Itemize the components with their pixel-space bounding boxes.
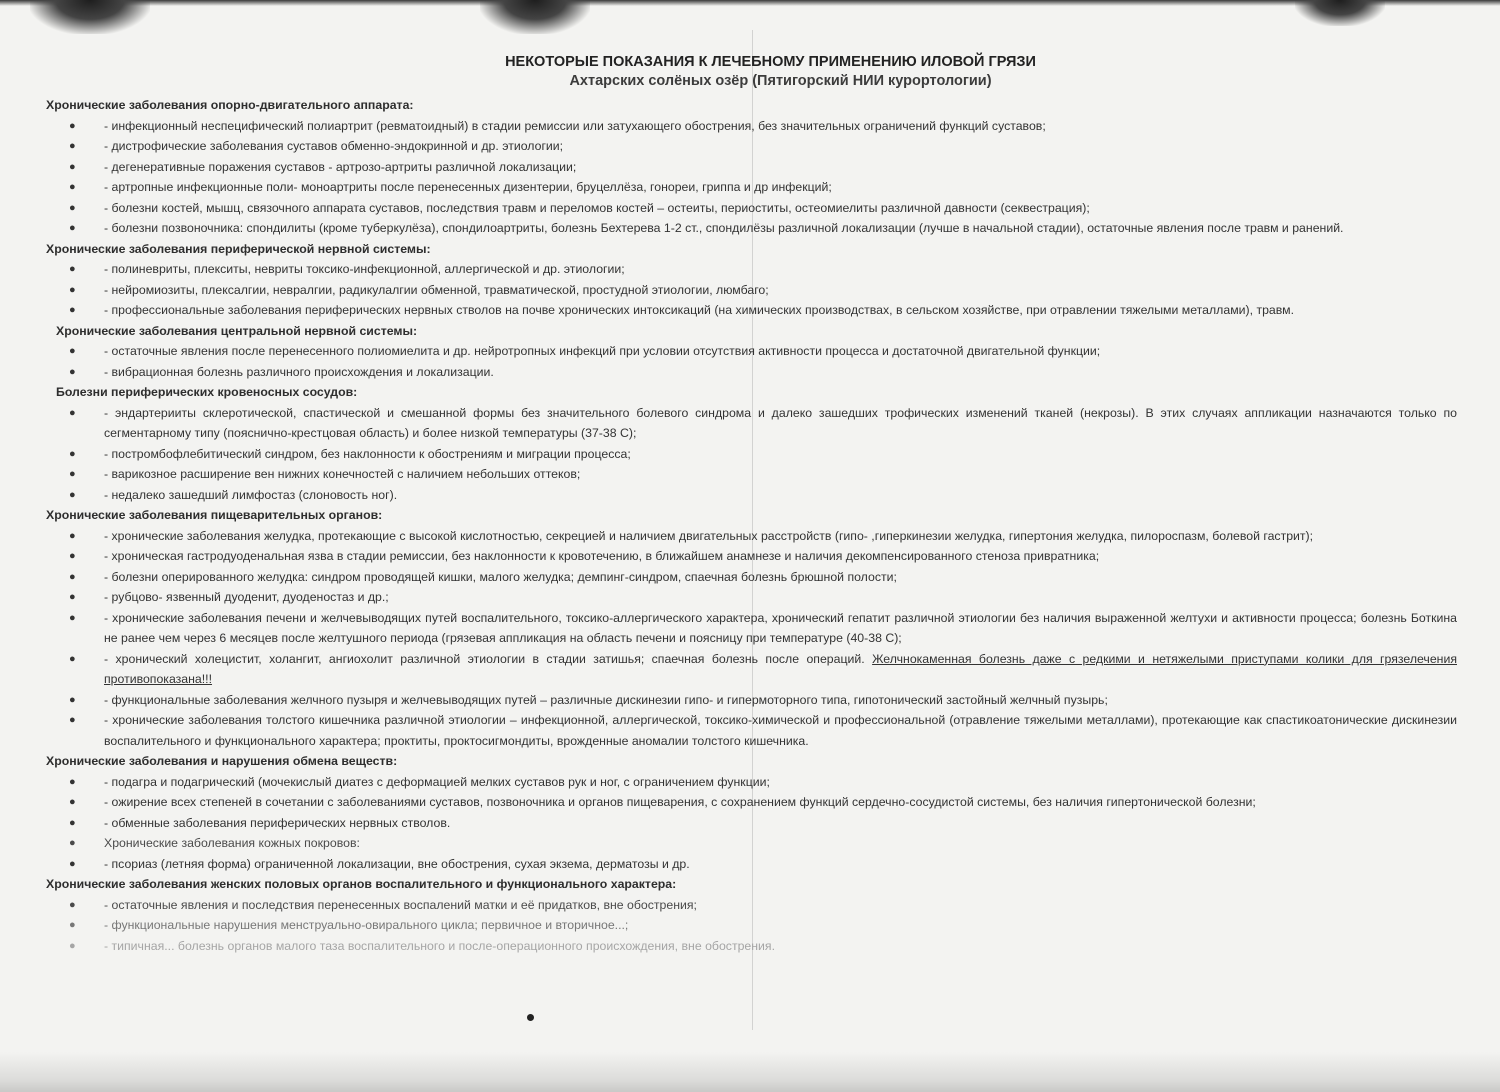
bullet-icon: ●	[69, 611, 76, 624]
section-list	[38, 116, 1463, 239]
scan-blot	[30, 0, 150, 34]
bullet-icon: ●	[69, 775, 76, 788]
list-item: ● - эндартерииты склеротической, спастической и смешанной формы без значительного болевого синдрома и далеко зашедших трофических изменений тканей (некрозы). В этих случаях аппликации назначаются только по сегментарному типу (пояснично-крестцовая область) и более низкой температуры (37-38 С);	[38, 403, 1463, 444]
list-item: ● - дегенеративные поражения суставов - артрозо-артриты различной локализации;	[38, 157, 1463, 178]
list-item: ● - ожирение всех степеней в сочетании с заболеваниями суставов, позвоночника и органов пищеварения, с сохранением функций сердечно-сосудистой системы, без наличия гипертонической болезни;	[38, 792, 1463, 813]
document-title: НЕКОТОРЫЕ ПОКАЗАНИЯ К ЛЕЧЕБНОМУ ПРИМЕНЕНИЮ ИЛОВОЙ ГРЯЗИ	[505, 54, 1036, 70]
bullet-icon: ●	[69, 550, 76, 562]
scan-blot	[1295, 0, 1385, 26]
section-heading: Хронические заболевания пищеварительных органов:	[46, 508, 383, 522]
list-item: ● - хронические заболевания печени и желчевыводящих путей воспалительного, токсико-аллергического характера, хронический гепатит различной этиологии без наличия выраженной желтухи и активности процесса; болезнь Боткина не ранее чем через 6 месяцев после желтушного периода (грязевая аппликация на область печени и поясницу при температуре (40-38 С);	[38, 608, 1463, 649]
list-item: ● - недалеко зашедший лимфостаз (слоновость ног).	[38, 485, 1463, 506]
list-item: ● - артропные инфекционные поли- моноартриты после перенесенных дизентерии, бруцеллёза, гонореи, гриппа и др инфекций;	[38, 177, 1463, 198]
bullet-icon: ●	[69, 591, 76, 603]
list-item: ● - хронический холецистит, холангит, ангиохолит различной этиологии в стадии затишья; спаечная болезнь после операций. Желчнокаменная болезнь даже с редкими и нетяжелыми приступами колики для грязелечения противопоказана!!!	[38, 649, 1463, 690]
bullet-icon: ●	[69, 796, 76, 808]
section-heading: Хронические заболевания периферической нервной системы:	[46, 241, 431, 256]
bullet-icon: ●	[69, 488, 76, 501]
list-item: ● - остаточные явления после перенесенного полиомиелита и др. нейротропных инфекций при условии отсутствия активности процесса и достаточной двигательной функции;	[38, 341, 1463, 362]
section-heading: Хронические заболевания центральной нервной системы:	[56, 323, 418, 338]
bullet-icon: ●	[69, 468, 76, 480]
bullet-icon: ●	[69, 181, 76, 193]
section-list	[38, 526, 1463, 752]
scan-blot	[480, 0, 590, 34]
bullet-icon: ●	[69, 919, 76, 931]
bullet-icon: ●	[69, 201, 76, 214]
bullet-icon: ●	[69, 304, 76, 316]
list-item: ● - профессиональные заболевания периферических нервных стволов на почве хронических интоксикаций (на химических производствах, в сельском хозяйстве, при отравлении тяжелыми металлами), травм.	[38, 300, 1463, 321]
section-list	[38, 895, 1463, 957]
list-item: ● - рубцово- язвенный дуоденит, дуоденостаз и др.;	[38, 587, 1463, 608]
bullet-icon: ●	[69, 693, 76, 706]
list-item: ● - вибрационная болезнь различного происхождения и локализации.	[38, 362, 1463, 383]
list-item: ● - обменные заболевания периферических нервных стволов.	[38, 813, 1463, 834]
list-item: ● - постромбофлебитический синдром, без наклонности к обострениям и миграции процесса;	[38, 444, 1463, 465]
bullet-icon: ●	[69, 939, 76, 952]
bullet-icon: ●	[69, 570, 76, 583]
ink-dot	[527, 1014, 534, 1021]
bullet-icon: ●	[69, 345, 76, 357]
document	[38, 54, 1463, 956]
bullet-icon: ●	[69, 365, 76, 378]
bullet-icon: ●	[69, 529, 76, 542]
section-list	[38, 259, 1463, 321]
list-item: ● - функциональные заболевания желчного пузыря и желчевыводящих путей – различные дискинезии гипо- и гипермоторного типа, гипотонический застойный желчный пузырь;	[38, 690, 1463, 711]
contraindication-note: Желчнокаменная болезнь даже с редкими и нетяжелыми приступами колики для грязелечения противопоказана!!!	[104, 651, 1457, 686]
bullet-icon: ●	[69, 222, 76, 234]
bullet-icon: ●	[69, 263, 76, 275]
bullet-icon: ●	[69, 714, 76, 726]
section-list	[38, 341, 1463, 382]
section-heading: Хронические заболевания и нарушения обмена веществ:	[46, 754, 398, 768]
list-item: ● - хронические заболевания толстого кишечника различной этиологии – инфекционной, аллергической, токсико-химической и профессиональной (отравление тяжелыми металлами), протекающие как спастикоатонические дискинезии воспалительного и функционального характера; проктиты, проктосигмондиты, врожденные аномалии толстого кишечника.	[38, 710, 1463, 751]
list-item: ● - дистрофические заболевания суставов обменно-эндокринной и др. этиологии;	[38, 136, 1463, 157]
bullet-icon: ●	[69, 283, 76, 296]
list-item: ● Хронические заболевания кожных покровов:	[38, 833, 1463, 854]
list-item: ● - остаточные явления и последствия перенесенных воспалений матки и её придатков, вне обострения;	[38, 895, 1463, 916]
list-item: ● - нейромиозиты, плексалгии, невралгии, радикулалгии обменной, травматической, простудной этиологии, люмбаго;	[38, 280, 1463, 301]
bullet-icon: ●	[69, 652, 76, 665]
section-list	[38, 772, 1463, 875]
list-item: ● - инфекционный неспецифический полиартрит (ревматоидный) в стадии ремиссии или затухающего обострения, без значительных ограничений функций суставов;	[38, 116, 1463, 137]
section-list	[38, 403, 1463, 506]
section-heading: Хронические заболевания опорно-двигательного аппарата:	[46, 98, 414, 112]
bullet-icon: ●	[69, 447, 76, 460]
list-item: ● - хронические заболевания желудка, протекающие с высокой кислотностью, секрецией и наличием двигательных расстройств (гипо- ,гиперкинезии желудка, гипертония желудка, пилороспазм, болевой гастрит);	[38, 526, 1463, 547]
list-item: ● - болезни костей, мышц, связочного аппарата суставов, последствия травм и переломов костей – остеиты, периоститы, остеомиелиты различной давности (секвестрация);	[38, 198, 1463, 219]
section-heading: Болезни периферических кровеносных сосудов:	[56, 385, 358, 399]
list-item: ● - подагра и подагрический (мочекислый диатез с деформацией мелких суставов рук и ног, с ограничением функции;	[38, 772, 1463, 793]
bullet-icon: ●	[69, 857, 76, 870]
bullet-icon: ●	[69, 816, 76, 829]
document-subtitle: Ахтарских солёных озёр (Пятигорский НИИ курортологии)	[569, 73, 992, 89]
bullet-icon: ●	[69, 140, 76, 152]
list-item: ● - типичная... болезнь органов малого таза воспалительного и после-операционного происхождения, вне обострения.	[38, 936, 1463, 957]
section-heading: Хронические заболевания женских половых органов воспалительного и функционального характера:	[46, 877, 677, 891]
list-item: ● - болезни позвоночника: спондилиты (кроме туберкулёза), спондилоартриты, болезнь Бехтерева 1-2 ст., спондилёзы различной локализации (лучше в начальной стадии), остаточные явления после травм и ранений.	[38, 218, 1463, 239]
list-item: ● - функциональные нарушения менструально-овирального цикла; первичное и вторичное...;	[38, 915, 1463, 936]
list-item: ● - хроническая гастродуоденальная язва в стадии ремиссии, без наклонности к кровотечению, в ближайшем анамнезе и наличия декомпенсированного стеноза привратника;	[38, 546, 1463, 567]
bullet-icon: ●	[69, 837, 76, 849]
list-item: ● - полиневриты, плекситы, невриты токсико-инфекционной, аллергической и др. этиологии;	[38, 259, 1463, 280]
list-item: ● - болезни оперированного желудка: синдром проводящей кишки, малого желудка; демпинг-синдром, спаечная болезнь брюшной полости;	[38, 567, 1463, 588]
bullet-icon: ●	[69, 160, 76, 173]
list-item: ● - варикозное расширение вен нижних конечностей с наличием небольших оттеков;	[38, 464, 1463, 485]
bullet-icon: ●	[69, 119, 76, 132]
bullet-icon: ●	[69, 898, 76, 911]
list-item: ● - псориаз (летняя форма) ограниченной локализации, вне обострения, сухая экзема, дерматозы и др.	[38, 854, 1463, 875]
scan-edge-bottom	[0, 1052, 1500, 1092]
scan-edge-top	[0, 0, 1500, 6]
bullet-icon: ●	[69, 406, 76, 419]
